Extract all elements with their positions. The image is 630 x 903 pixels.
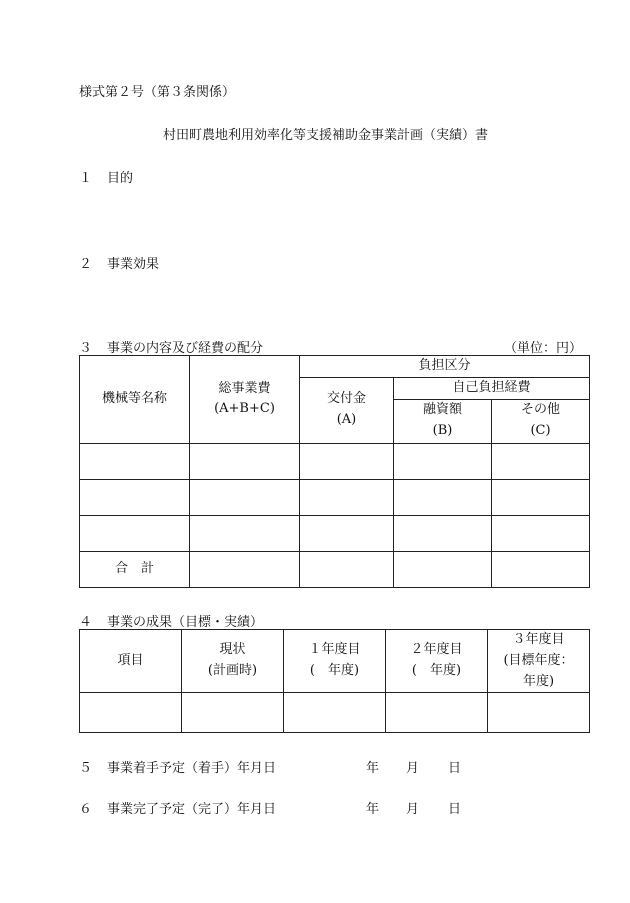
document-title: 村田町農地利用効率化等支援補助金事業計画（実績）書 (163, 128, 489, 143)
section-3-number: ３ (79, 341, 93, 356)
start-day-label: 日 (448, 761, 462, 776)
section-6-label: 事業完了予定（完了）年月日 (107, 802, 277, 817)
section-4-label: 事業の成果（目標・実績） (107, 615, 264, 630)
end-day-label: 日 (448, 802, 462, 817)
start-year-label: 年 (366, 761, 380, 776)
section-1-label: 目的 (107, 171, 134, 186)
section-5-label: 事業着手予定（着手）年月日 (107, 761, 277, 776)
cost-allocation-table (79, 355, 590, 588)
table-row (80, 479, 590, 515)
end-month-label: 月 (406, 802, 420, 817)
table-row (80, 515, 590, 551)
header-item: 項目 (80, 630, 182, 693)
table-row (80, 443, 590, 479)
header-machine-name: 機械等名称 (80, 356, 190, 444)
header-other: その他 (C) (492, 399, 590, 443)
section-2-label: 事業効果 (107, 257, 160, 272)
results-table (79, 629, 590, 733)
section-6-number: ６ (79, 802, 93, 817)
start-month-label: 月 (406, 761, 420, 776)
header-loan: 融資額 (B) (394, 399, 492, 443)
header-year-2: ２年度目 ( 年度) (386, 630, 488, 693)
table-row (80, 693, 590, 733)
unit-label: （単位：円） (504, 341, 583, 356)
total-row (80, 551, 590, 587)
header-grant: 交付金 (A) (300, 377, 394, 443)
section-4-number: ４ (79, 615, 93, 630)
header-burden-category: 負担区分 (300, 356, 590, 378)
end-year-label: 年 (366, 802, 380, 817)
header-year-1: １年度目 ( 年度) (284, 630, 386, 693)
section-5-number: ５ (79, 761, 93, 776)
total-label: 合 計 (80, 551, 190, 587)
form-number: 様式第２号（第３条関係） (79, 85, 236, 100)
header-total-cost: 総事業費 (A+B+C) (190, 356, 300, 444)
section-3-label: 事業の内容及び経費の配分 (107, 341, 264, 356)
section-1-number: １ (79, 171, 93, 186)
header-current: 現状 (計画時) (182, 630, 284, 693)
section-2-number: ２ (79, 257, 93, 272)
header-self-burden: 自己負担経費 (394, 377, 590, 399)
header-year-3: ３年度目 (目標年度： 年度) (488, 630, 590, 693)
